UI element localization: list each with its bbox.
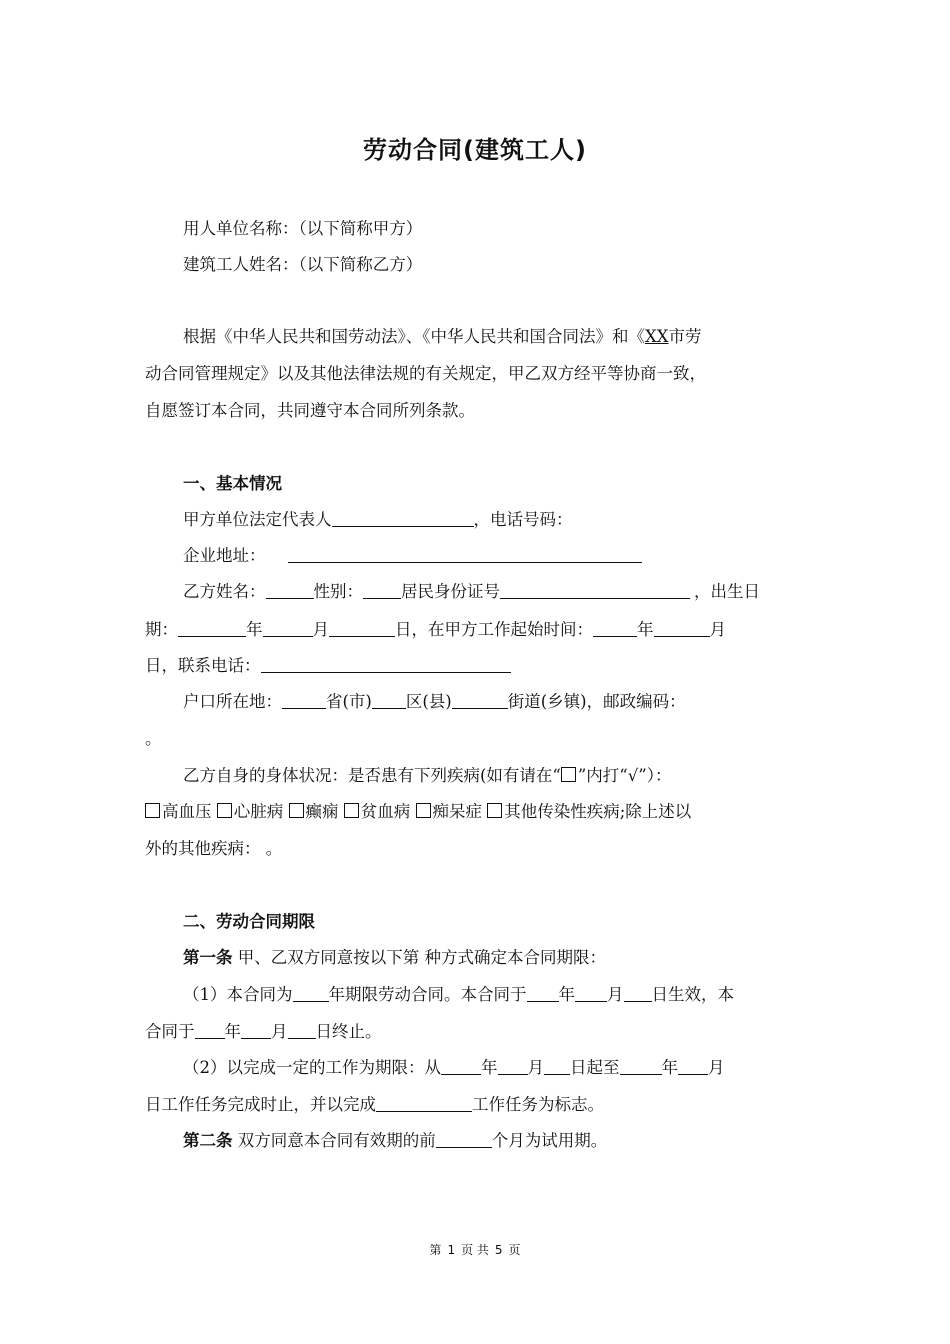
- option-1-line-2: [145, 1020, 382, 1044]
- section-heading-contract-term: 二、劳动合同期限: [183, 912, 315, 931]
- representative-blank[interactable]: [332, 508, 474, 527]
- label: 月: [709, 620, 726, 639]
- effective-month-blank[interactable]: [575, 983, 607, 1002]
- health-intro-line: [183, 764, 671, 788]
- checkbox-anemia[interactable]: [344, 803, 359, 818]
- probation-months-blank[interactable]: [436, 1129, 492, 1148]
- label: 街道(乡镇)，邮政编码：: [507, 692, 686, 711]
- label: 期：: [145, 620, 178, 639]
- other-disease-line: 外的其他疾病： 。: [145, 839, 283, 858]
- disease-label: 高血压: [162, 802, 212, 821]
- label: 年: [246, 620, 263, 639]
- disease-options-line: [145, 800, 691, 824]
- effective-day-blank[interactable]: [624, 983, 652, 1002]
- district-blank[interactable]: [372, 690, 406, 709]
- page-footer: [0, 1241, 950, 1258]
- preamble-line-1: [183, 325, 702, 349]
- label: 区(县): [405, 692, 452, 711]
- preamble-text: 根据《中华人民共和国劳动法》、《中华人民共和国合同法》和《: [183, 327, 645, 346]
- term-years-blank[interactable]: [293, 983, 329, 1002]
- label: 年: [558, 985, 575, 1004]
- birth-day-blank[interactable]: [329, 618, 395, 637]
- address-line: [183, 544, 642, 568]
- label: 月: [708, 1058, 725, 1077]
- employer-name-line: 用人单位名称：（以下简称甲方）: [183, 219, 423, 238]
- label: 工作任务为标志。: [472, 1095, 604, 1114]
- worker-info-line: [183, 580, 760, 604]
- contact-phone-line: [145, 654, 511, 678]
- article-2-line: [183, 1129, 607, 1153]
- label: 日，联系电话：: [145, 656, 261, 675]
- street-blank[interactable]: [452, 690, 508, 709]
- option-2-line: [183, 1056, 725, 1080]
- option-1-line: [183, 983, 734, 1007]
- label: 年: [481, 1058, 498, 1077]
- label: 年期限劳动合同。本合同于: [328, 985, 527, 1004]
- label: ，电话号码：: [473, 510, 573, 529]
- id-number-blank[interactable]: [500, 580, 690, 599]
- to-year-blank[interactable]: [620, 1056, 662, 1075]
- checkbox-epilepsy[interactable]: [289, 803, 304, 818]
- hukou-line: [183, 690, 686, 714]
- label: 乙方姓名：: [183, 582, 266, 601]
- to-month-blank[interactable]: [678, 1056, 708, 1075]
- label: （2）以完成一定的工作为期限：从: [183, 1058, 441, 1077]
- address-blank[interactable]: [288, 544, 642, 563]
- checkbox-hypertension[interactable]: [145, 803, 160, 818]
- checkbox-infectious-disease[interactable]: [487, 803, 502, 818]
- disease-label: 贫血病: [360, 802, 411, 821]
- end-year-blank[interactable]: [195, 1020, 225, 1039]
- label: 企业地址：: [183, 546, 266, 565]
- from-year-blank[interactable]: [441, 1056, 481, 1075]
- representative-line: [183, 508, 573, 532]
- from-day-blank[interactable]: [544, 1056, 570, 1075]
- label: 月: [312, 620, 329, 639]
- label: 日工作任务完成时止，并以完成: [145, 1095, 376, 1114]
- option-2-line-2: [145, 1093, 604, 1117]
- end-month-blank[interactable]: [241, 1020, 271, 1039]
- effective-year-blank[interactable]: [527, 983, 559, 1002]
- label: 日，在甲方工作起始时间：: [395, 620, 593, 639]
- label: 性别：: [313, 582, 363, 601]
- label: 乙方自身的身体状况：是否患有下列疾病(如有请在“: [183, 766, 561, 785]
- task-blank[interactable]: [376, 1093, 472, 1112]
- preamble-text: 市劳: [668, 327, 702, 346]
- footer-text: 第: [429, 1243, 442, 1257]
- label: 日终止。: [315, 1022, 382, 1041]
- label: 月: [527, 1058, 544, 1077]
- hukou-period: 。: [145, 729, 162, 748]
- footer-text: 页: [508, 1243, 521, 1257]
- article-label: 第二条: [183, 1131, 233, 1150]
- article-text: 双方同意本合同有效期的前: [232, 1131, 436, 1150]
- name-blank[interactable]: [266, 580, 314, 599]
- label: 甲方单位法定代表人: [183, 510, 332, 529]
- city-placeholder: XX: [645, 327, 669, 346]
- disease-label: 痴呆症: [432, 802, 482, 821]
- preamble-line-2: 动合同管理规定》以及其他法律法规的有关规定，甲乙双方经平等协商一致，: [145, 364, 706, 383]
- label: （1）本合同为: [183, 985, 293, 1004]
- checkbox-example-icon: [561, 767, 576, 782]
- label: 省(市): [326, 692, 372, 711]
- birth-month-blank[interactable]: [263, 618, 313, 637]
- start-year-blank[interactable]: [593, 618, 637, 637]
- label: 居民身份证号: [401, 582, 500, 601]
- birth-year-blank[interactable]: [178, 618, 246, 637]
- worker-name-line: 建筑工人姓名：（以下简称乙方）: [183, 255, 423, 274]
- section-heading-basic-info: 一、基本情况: [183, 474, 282, 493]
- label: ，出生日: [694, 582, 760, 601]
- label: 年: [661, 1058, 678, 1077]
- disease-label: 癫痫: [305, 802, 339, 821]
- article-text: 甲、乙双方同意按以下第 种方式确定本合同期限：: [232, 948, 606, 967]
- checkbox-heart-disease[interactable]: [217, 803, 232, 818]
- birth-date-line: [145, 618, 726, 642]
- checkbox-dementia[interactable]: [416, 803, 431, 818]
- page-number: 1: [447, 1243, 456, 1257]
- label: 日生效，本: [651, 985, 734, 1004]
- gender-blank[interactable]: [363, 580, 401, 599]
- label: 户口所在地：: [183, 692, 282, 711]
- footer-text: 页 共: [461, 1243, 489, 1257]
- end-day-blank[interactable]: [288, 1020, 316, 1039]
- label: 个月为试用期。: [491, 1131, 608, 1150]
- label: 年: [224, 1022, 241, 1041]
- disease-label: 心脏病: [233, 802, 284, 821]
- label: 合同于: [145, 1022, 195, 1041]
- page-total: 5: [494, 1243, 503, 1257]
- label: 日起至: [570, 1058, 620, 1077]
- contact-phone-blank[interactable]: [261, 654, 511, 673]
- preamble-line-3: 自愿签订本合同，共同遵守本合同所列条款。: [145, 401, 475, 420]
- document-title: 劳动合同(建筑工人): [363, 136, 587, 164]
- disease-label: 其他传染性疾病;除上述以: [504, 802, 692, 821]
- label: 年: [637, 620, 654, 639]
- province-blank[interactable]: [282, 690, 326, 709]
- label: 月: [271, 1022, 288, 1041]
- start-month-blank[interactable]: [654, 618, 710, 637]
- article-1-line: [183, 946, 606, 970]
- article-label: 第一条: [183, 948, 233, 967]
- label: ”内打“√”）：: [577, 766, 672, 785]
- from-month-blank[interactable]: [498, 1056, 528, 1075]
- label: 月: [607, 985, 624, 1004]
